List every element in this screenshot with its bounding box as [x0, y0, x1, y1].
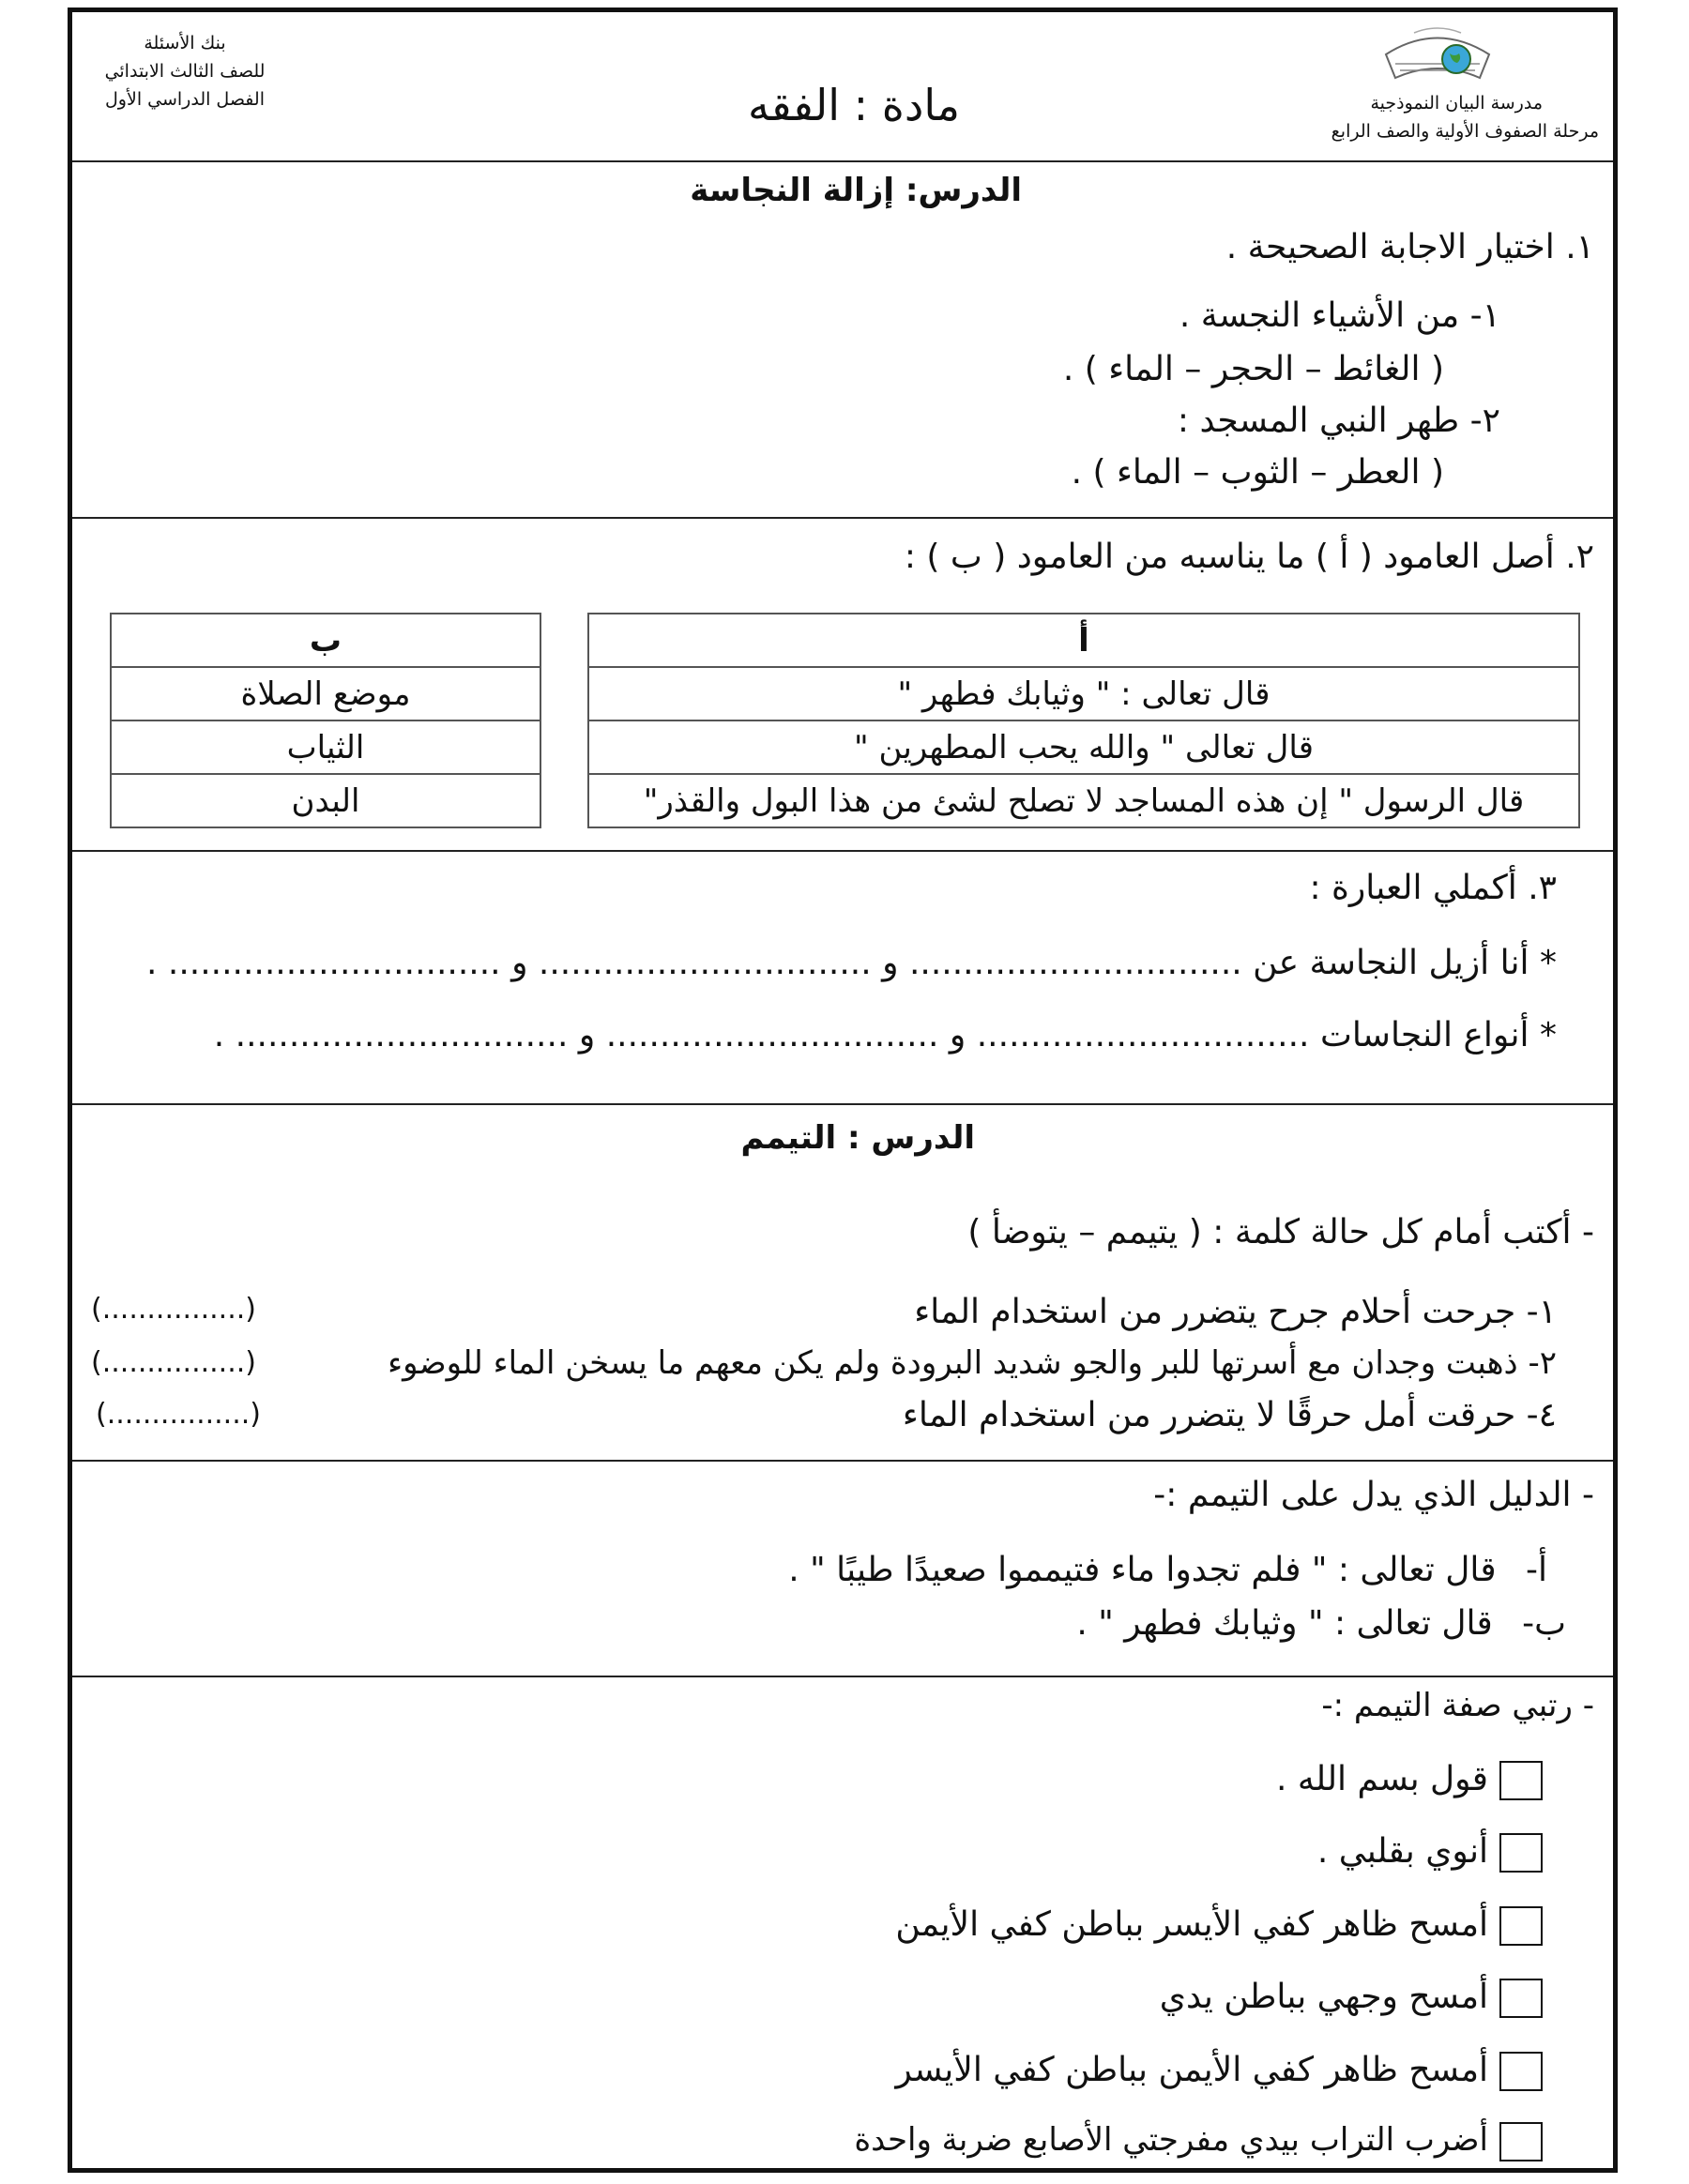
q3-line-2-label: * أنواع النجاسات [1319, 1016, 1557, 1054]
order-item-4 [1160, 1978, 1543, 2018]
col-b-row-2: الثياب [111, 720, 540, 774]
l2-q1-answer-2[interactable]: (................) [91, 1346, 256, 1379]
lesson1-title: الدرس: إزالة النجاسة [690, 172, 1022, 209]
col-b-row-1: موضع الصلاة [111, 667, 540, 720]
order-item-4-text: أمسح وجهي بباطن يدي [1159, 1978, 1488, 2016]
order-item-6-text: أضرب التراب بيدي مفرجتي الأصابع ضربة واحدة [854, 2121, 1488, 2159]
lesson2-q2-section [72, 1462, 1613, 1677]
order-item-1-text: قول بسم الله . [1275, 1760, 1488, 1798]
lesson1-q3-section [72, 852, 1613, 1105]
l2-q2-title: - الدليل الذي يدل على التيمم :- [1153, 1476, 1594, 1514]
col-a-header: أ [588, 614, 1579, 667]
q1-item-2-options: ( العطر – الثوب – الماء ) . [1071, 453, 1444, 492]
bank-line-2: للصف الثالث الابتدائي [104, 61, 266, 82]
q3-line-2-blank-3[interactable]: ............................... [235, 1016, 569, 1054]
order-item-3-text: أمسح ظاهر كفي الأيسر بباطن كفي الأيمن [895, 1905, 1488, 1944]
match-table-a [587, 613, 1580, 828]
order-item-5-text: أمسح ظاهر كفي الأيمن بباطن كفي الأيسر [895, 2051, 1488, 2089]
order-item-2-text: أنوي بقلبي . [1316, 1832, 1488, 1871]
l2-q1-item-3: ٤- حرقت أمل حرقًا لا يتضرر من استخدام الماء [902, 1396, 1557, 1434]
order-item-5 [895, 2051, 1543, 2091]
header-section [72, 12, 1613, 162]
worksheet-frame [68, 8, 1618, 2173]
q3-line-1-blank-3[interactable]: ............................... [167, 944, 501, 982]
l2-q2-item-1-letter: أ- [1526, 1551, 1547, 1589]
col-b-row-3: البدن [111, 774, 540, 827]
q3-line-2-blank-2[interactable]: ............................... [605, 1016, 939, 1054]
school-stage: مرحلة الصفوف الأولية والصف الرابع [1331, 121, 1599, 142]
q1-item-1-prompt: ١- من الأشياء النجسة . [1179, 296, 1500, 335]
q3-line-1-blank-1[interactable]: ............................... [908, 944, 1242, 982]
order-checkbox-5[interactable] [1499, 2052, 1543, 2091]
order-item-6 [854, 2121, 1543, 2161]
col-b-header: ب [111, 614, 540, 667]
order-item-3 [895, 1905, 1543, 1946]
q3-line-2 [214, 1016, 1557, 1054]
q3-title: ٣. أكملي العبارة : [1309, 869, 1557, 907]
l2-q1-answer-3[interactable]: (................) [96, 1398, 261, 1431]
q3-line-1 [146, 944, 1557, 982]
order-checkbox-6[interactable] [1499, 2122, 1543, 2161]
q3-line-2-end: . [213, 1016, 225, 1054]
l2-q2-item-1-text: قال تعالى : " فلم تجدوا ماء فتيمموا صعيدًا طيبًا " . [788, 1551, 1497, 1589]
l2-q1-answer-1[interactable]: (................) [91, 1293, 256, 1326]
q2-title: ٢. أصل العامود ( أ ) ما يناسبه من العامود ( ب ) : [904, 538, 1594, 576]
question-bank-info [91, 29, 279, 114]
bank-line-3: الفصل الدراسي الأول [105, 89, 265, 110]
l2-q2-item-2-letter: ب- [1522, 1604, 1566, 1643]
match-table-b [110, 613, 541, 828]
q1-title: ١. اختيار الاجابة الصحيحة . [1225, 228, 1594, 266]
order-checkbox-4[interactable] [1499, 1979, 1543, 2018]
order-checkbox-2[interactable] [1499, 1833, 1543, 1873]
subject-title: مادة : الفقه [748, 80, 960, 130]
q3-line-2-and-1: و [949, 1016, 966, 1054]
q3-line-1-end: . [145, 944, 158, 982]
order-checkbox-1[interactable] [1499, 1761, 1543, 1800]
l2-q2-item-2-text: قال تعالى : " وثيابك فطهر " . [1076, 1604, 1493, 1643]
l2-q1-item-2: ٢- ذهبت وجدان مع أسرتها للبر والجو شديد البرودة ولم يكن معهم ما يسخن الماء للوضوء [388, 1344, 1557, 1382]
l2-q2-item-2 [1076, 1604, 1566, 1643]
l2-q1-title: - أكتب أمام كل حالة كلمة : ( يتيمم – يتوضأ ) [967, 1213, 1594, 1251]
q1-item-1-options: ( الغائط – الحجر – الماء ) . [1062, 350, 1444, 388]
q1-item-2-prompt: ٢- طهر النبي المسجد : [1177, 402, 1500, 440]
lesson2-q1-section [72, 1105, 1613, 1462]
globe-book-logo-icon [1377, 22, 1499, 97]
q3-line-1-label: * أنا أزيل النجاسة عن [1253, 944, 1557, 982]
order-checkbox-3[interactable] [1499, 1906, 1543, 1946]
lesson1-q2-section [72, 519, 1613, 852]
q3-line-1-and-1: و [882, 944, 899, 982]
l2-q2-item-1 [788, 1551, 1547, 1589]
school-name: مدرسة البيان النموذجية [1370, 93, 1543, 114]
lesson2-q3-section [72, 1677, 1613, 2177]
q3-line-1-and-2: و [511, 944, 528, 982]
school-info [1331, 89, 1599, 145]
bank-line-1: بنك الأسئلة [144, 33, 226, 53]
q3-line-2-and-2: و [578, 1016, 596, 1054]
l2-q1-item-1: ١- جرحت أحلام جرح يتضرر من استخدام الماء [914, 1293, 1557, 1331]
order-item-1 [1276, 1760, 1543, 1800]
order-item-2 [1317, 1832, 1543, 1873]
q3-line-1-blank-2[interactable]: ............................... [538, 944, 872, 982]
col-a-row-1: قال تعالى : " وثيابك فطهر " [588, 667, 1579, 720]
lesson2-title: الدرس : التيمم [740, 1119, 975, 1157]
q3-line-2-blank-1[interactable]: ............................... [976, 1016, 1310, 1054]
l2-q3-title: - رتبي صفة التيمم :- [1321, 1687, 1594, 1724]
col-a-row-3: قال الرسول " إن هذه المساجد لا تصلح لشئ من هذا البول والقذر" [588, 774, 1579, 827]
col-a-row-2: قال تعالى " والله يحب المطهرين " [588, 720, 1579, 774]
lesson1-q1-section [72, 162, 1613, 519]
